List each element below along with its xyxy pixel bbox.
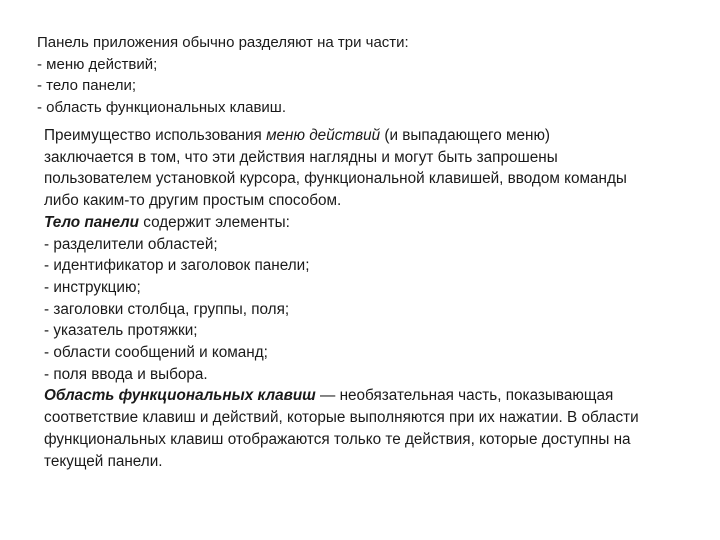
menu-paragraph-line-1-rest: (и выпадающего меню)	[380, 127, 551, 144]
function-keys-line-3: функциональных клавиш отображаются только те действия, которые доступны на	[44, 430, 631, 448]
function-keys-line-1-rest: — необязательная часть, показывающая	[315, 387, 614, 405]
panel-body-term: Тело панели	[44, 213, 140, 231]
intro-part-keys: - область функциональных клавиш.	[37, 98, 287, 116]
menu-paragraph-line-1	[44, 125, 716, 147]
function-keys-term: Область функциональных клавиш	[44, 387, 316, 405]
panel-body-heading	[44, 212, 716, 234]
menu-paragraph-lead: Преимущество использования	[44, 127, 267, 144]
menu-paragraph-line-4: либо каким-то другим простым способом.	[44, 192, 342, 210]
menu-paragraph-line-3: пользователем установкой курсора, функциональной клавишей, вводом команды	[44, 170, 627, 188]
panel-body-item: - области сообщений и команд;	[44, 344, 268, 362]
panel-body-item: - заголовки столбца, группы, поля;	[44, 300, 290, 318]
panel-body-item: - поля ввода и выбора.	[44, 365, 208, 383]
intro-block	[37, 32, 677, 118]
main-text-block	[44, 125, 716, 472]
panel-body-heading-rest: содержит элементы:	[139, 213, 290, 231]
intro-part-body: - тело панели;	[37, 77, 137, 94]
panel-body-item: - разделители областей;	[44, 235, 218, 253]
function-keys-line-4: текущей панели.	[44, 452, 163, 470]
panel-body-item: - инструкцию;	[44, 278, 141, 296]
panel-body-item: - указатель протяжки;	[44, 322, 198, 340]
menu-actions-term: меню действий	[266, 127, 381, 144]
menu-paragraph-line-2: заключается в том, что эти действия наглядны и могут быть запрошены	[44, 148, 558, 166]
intro-title: Панель приложения обычно разделяют на три части:	[37, 34, 409, 51]
intro-part-menu: - меню действий;	[37, 55, 158, 73]
function-keys-line-1	[44, 385, 716, 407]
function-keys-line-2: соответствие клавиш и действий, которые выполняются при их нажатии. В области	[44, 409, 639, 427]
panel-body-item: - идентификатор и заголовок панели;	[44, 257, 310, 275]
